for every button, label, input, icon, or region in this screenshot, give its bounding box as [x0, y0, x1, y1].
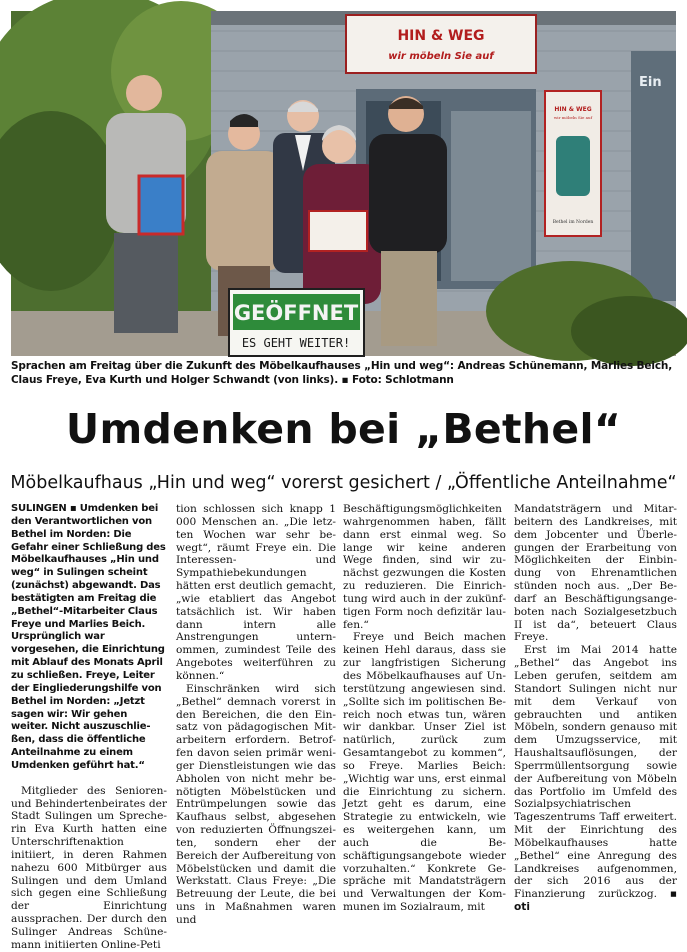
open-sign [229, 289, 364, 356]
body-paragraph [514, 644, 677, 914]
open-sign-sub: ES GEHT WEITER! [241, 336, 351, 350]
article-column-3 [343, 503, 506, 914]
open-sign-main: GEÖFFNET [233, 301, 359, 325]
photo-caption: Sprachen am Freitag über die Zukunft des Möbelkaufhauses „Hin und weg“: Andreas Schünemann, Marlies Beich, Claus Freye, Eva Kurth und Holger Schwandt (von links). ▪ Foto: Schlotmann [11, 360, 673, 386]
poster-footer: Bethel im Norden [552, 220, 594, 225]
body-paragraph: Mitglieder des Senioren- und Behindertenbeirates der Stadt Sulingen um Sprecherin Eva Kurth hatten eine Unterschriftenaktion initiiert, in deren Rahmen nahezu 600 Mitbürger aus Sulingen und dem Umland sich gegen eine Schließung der Einrichtung aussprachen. Der durch den Sulinger Andreas Schünemann initiierten Online-Peti [11, 784, 167, 951]
subheadline: Möbelkaufhaus „Hin und weg“ vorerst gesichert / „Öffentliche Anteilnahme“ [10, 473, 677, 493]
window-lettering: Ein [639, 75, 662, 90]
shop-sign-title: HIN & WEG [397, 28, 485, 44]
lead-paragraph: SULINGEN ▪ Umdenken bei den Verantwortlichen von Bethel im Norden: Die Gefahr einer Schließung des Möbelkaufhauses „Hin und weg“ in Sulingen scheint (zunächst) abgewandt. Das bestätigten am Freitag die „Bethel“-Mitarbeiter Claus Freye und Marlies Beich. Ursprünglich war vorgesehen, die Einrichtung mit Ablauf des Monats April zu schließen. Freye, Leiter der Eingliederungshilfe von Bethel im Norden: „Jetzt sagen wir: Wir gehen weiter. Nicht auszuschließen, dass die öffentliche Anteilnahme zu einem Umdenken geführt hat.“ [11, 503, 166, 771]
article-column-2 [176, 503, 336, 927]
body-paragraph: Mandatsträgern und Mitarbeitern des Landkreises, mit dem Jobcenter und Überlegungen der Erarbeitung von Möglichkeiten der Einbindung von Ehrenamtlichen stünden noch aus. „Der Bedarf an Beschäftigungsangeboten nach Sozialgesetzbuch II ist da“, beteuert Claus Freye. [514, 503, 677, 644]
poster-title: HIN & WEG [554, 106, 592, 113]
body-paragraph-text: Erst im Mai 2014 hatte „Bethel“ das Angebot ins Leben gerufen, seitdem am Standort Sulingen nicht nur mit dem Verkauf von gebrauchten und antiken Möbeln, sondern genauso mit dem Umzugsservice, mit Haushaltsauflösungen, der Sperrmüllentsorgung sowie der Aufbereitung von Möbeln das Portfolio im Umfeld des Sozialpsychiatrischen Tageszentrums Taff erweitert. Mit der Einrichtung des Möbelkaufhauses hatte „Bethel“ eine Anregung des Landkreises aufgenommen, der sich 2016 aus der Finanzierung zurückzog. [514, 644, 677, 901]
poster-slogan: wir möbeln Sie auf [553, 115, 593, 120]
body-paragraph: tion schlossen sich knapp 1 000 Menschen an. „Die letzten Wochen war sehr bewegt“, räumt Freye ein. Die Interessen- und Sympathiebekundungen hätten erst deutlich gemacht, „wie etabliert das Angebot tatsächlich ist. Wir haben dann intern alle Anstrengungen unternommen, zumindest Teile des Angebotes weiterführen zu können.“ [176, 503, 336, 682]
article-photo [11, 11, 676, 356]
body-paragraph: Freye und Beich machen keinen Hehl daraus, dass sie zur langfristigen Sicherung des Möbelkaufhauses auf Unterstützung angewiesen sind. „Sollte sich im politischen Bereich noch etwas tun, wären wir dankbar. Unser Ziel ist natürlich, zurück zum Gesamtangebot zu kommen“, so Freye. Marlies Beich: „Wichtig war uns, erst einmal die Einrichtung zu sichern. Jetzt geht es darum, eine Strategie zu entwickeln, wie es weitergehen kann, um auch die Beschäftigungsangebote wieder vorzuhalten.“ Konkrete Gespräche mit Mandatsträgern und Verwaltungen der Kommunen im Sozialraum, mit [343, 631, 506, 914]
article-column-4 [514, 503, 677, 914]
shop-sign-slogan: wir möbeln Sie auf [388, 51, 494, 62]
headline: Umdenken bei „Bethel“ [65, 405, 622, 453]
article-column-1 [11, 503, 167, 952]
author-tag: ▪ oti [514, 888, 677, 914]
body-paragraph: Beschäftigungsmöglichkeiten wahrgenommen haben, fällt dann erst einmal weg. So lange wir keine anderen Wege finden, sind wir zunächst gezwungen die Kosten zu reduzieren. Die Einrichtung wird auch in der zukünftigen Form noch defizitär laufen.“ [343, 503, 506, 631]
body-paragraph: Einschränken wird sich „Bethel“ demnach vorerst in den Bereichen, die den Einsatz von pädagogischen Mitarbeitern erfordern. Betroffen davon seien primär weniger Dienstleistungen wie das Abholen von nicht mehr benötigten Möbelstücken und Entrümpelungen sowie das Kaufhaus selbst, abgesehen von reduzierten Öffnungszeiten, sondern eher der Bereich der Aufbereitung von Möbelstücken und damit die Werkstatt. Claus Freye: „Die Betreuung der Leute, die bei uns in Maßnahmen waren und [176, 682, 336, 926]
